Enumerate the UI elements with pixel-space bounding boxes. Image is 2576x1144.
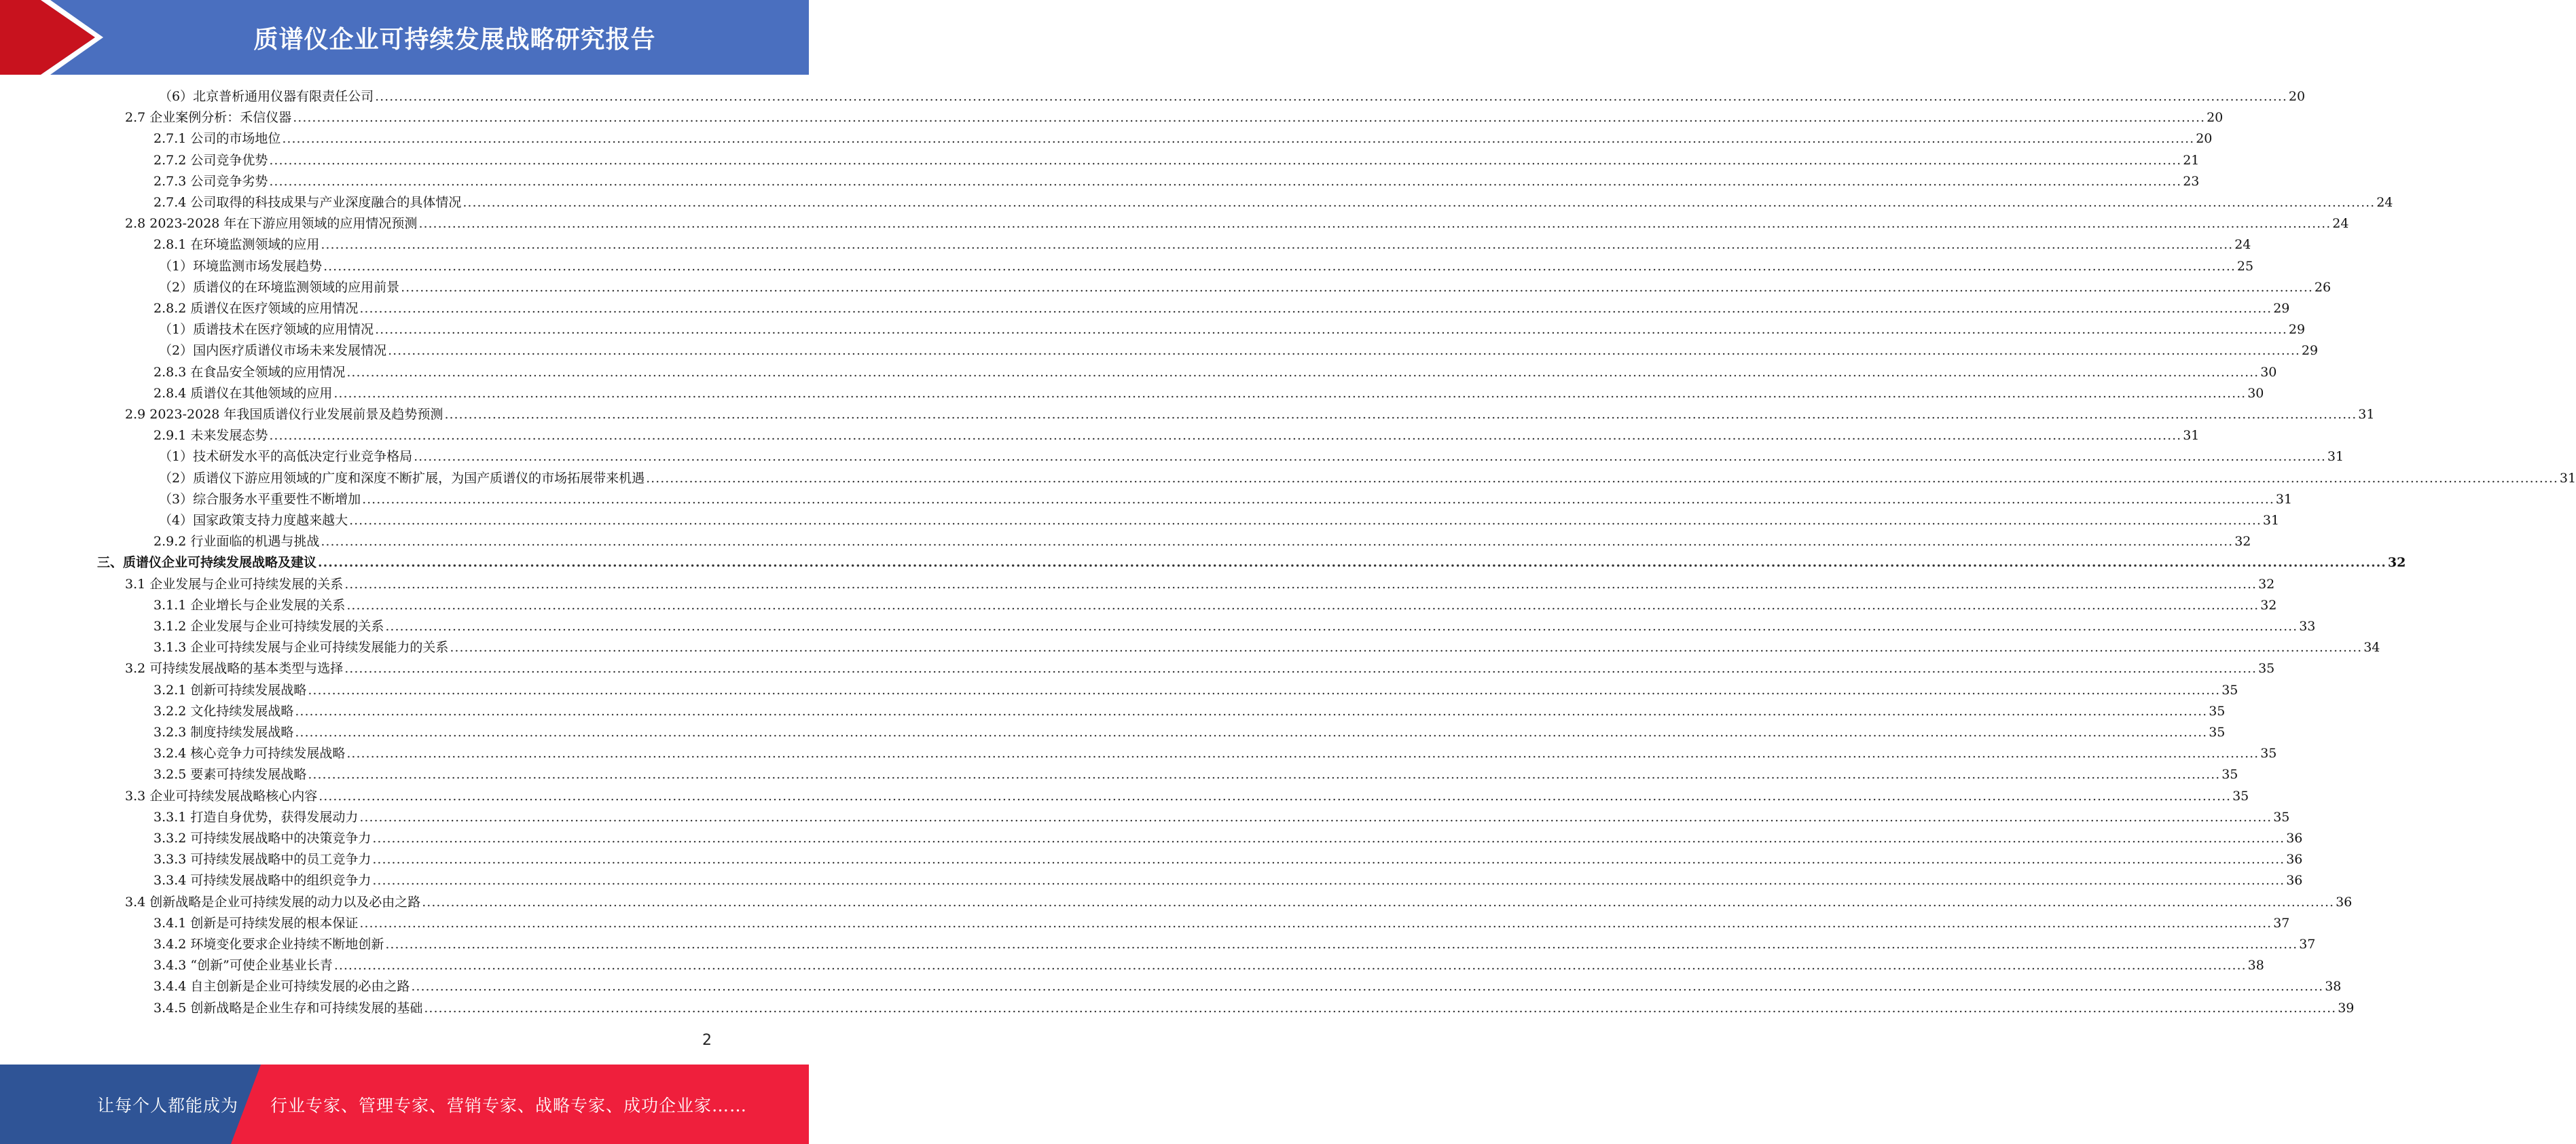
toc-entry[interactable]: [125, 658, 2275, 679]
footer-slogan-left: 让每个人都能成为: [97, 1095, 239, 1115]
toc-entry-page: 24: [2332, 216, 2349, 232]
toc-entry[interactable]: [153, 722, 2226, 743]
toc-entry[interactable]: [159, 86, 2306, 107]
toc-entry[interactable]: [153, 531, 2251, 552]
toc-entry-page: 24: [2234, 237, 2251, 253]
toc-entry-page: 36: [2286, 852, 2303, 868]
toc-entry[interactable]: [153, 849, 2303, 870]
toc-dot-leader: ................................................................................................................................................................................................................................................................................................................................................................................................................: [372, 873, 2285, 889]
toc-entry-page: 35: [2221, 682, 2238, 698]
toc-dot-leader: ................................................................................................................................................................................................................................................................................................................................................................................................................: [359, 301, 2272, 316]
toc-entry-title: 2.7.3 公司竞争劣势: [153, 173, 268, 189]
toc-entry[interactable]: [153, 383, 2264, 404]
toc-entry-title: （6）北京普析通用仪器有限责任公司: [159, 89, 374, 104]
toc-dot-leader: ................................................................................................................................................................................................................................................................................................................................................................................................................: [295, 725, 2208, 740]
toc-entry-title: 2.7.1 公司的市场地位: [153, 131, 281, 147]
toc-entry[interactable]: [153, 680, 2238, 701]
toc-entry-page: 35: [2273, 809, 2290, 825]
header-title: 质谱仪企业可持续发展战略研究报告: [253, 25, 656, 54]
toc-dot-leader: ................................................................................................................................................................................................................................................................................................................................................................................................................: [269, 428, 2182, 444]
toc-dot-leader: ................................................................................................................................................................................................................................................................................................................................................................................................................: [344, 576, 2257, 592]
toc-entry-page: 35: [2260, 746, 2277, 762]
toc-dot-leader: ................................................................................................................................................................................................................................................................................................................................................................................................................: [450, 640, 2363, 656]
toc-dot-leader: ................................................................................................................................................................................................................................................................................................................................................................................................................: [349, 513, 2262, 528]
toc-entry-page: 31: [2262, 513, 2280, 528]
toc-entry[interactable]: [153, 998, 2355, 1019]
toc-entry[interactable]: [153, 234, 2251, 255]
toc-entry-page: 37: [2273, 915, 2290, 931]
toc-entry-page: 30: [2247, 385, 2264, 401]
toc-entry-title: 3.3.4 可持续发展战略中的组织竞争力: [153, 873, 371, 889]
toc-entry[interactable]: [159, 319, 2306, 340]
toc-dot-leader: ................................................................................................................................................................................................................................................................................................................................................................................................................: [418, 216, 2332, 232]
toc-entry[interactable]: [153, 637, 2380, 658]
toc-entry-page: 31: [2358, 407, 2375, 422]
toc-dot-leader: ................................................................................................................................................................................................................................................................................................................................................................................................................: [401, 279, 2313, 295]
toc-entry-title: 2.8 2023-2028 年在下游应用领域的应用情况预测: [125, 216, 418, 232]
toc-entry[interactable]: [153, 616, 2316, 637]
page-number: 2: [702, 1032, 712, 1049]
toc-entry-page: 35: [2209, 725, 2226, 740]
toc-entry[interactable]: [153, 807, 2290, 828]
page-header: [0, 0, 809, 75]
toc-entry[interactable]: [153, 192, 2393, 213]
toc-entry-page: 32: [2260, 597, 2277, 613]
toc-entry-title: 3.3.2 可持续发展战略中的决策竞争力: [153, 831, 371, 846]
toc-entry[interactable]: [159, 277, 2332, 298]
toc-entry[interactable]: [159, 489, 2293, 510]
toc-entry-title: 三、质谱仪企业可持续发展战略及建议: [97, 555, 317, 571]
toc-entry-page: 29: [2273, 301, 2290, 316]
toc-entry-title: 3.4.5 创新战略是企业生存和可持续发展的基础: [153, 1000, 423, 1016]
toc-entry-title: 3.4.4 自主创新是企业可持续发展的必由之路: [153, 979, 410, 995]
toc-dot-leader: ................................................................................................................................................................................................................................................................................................................................................................................................................: [359, 809, 2272, 825]
toc-entry-page: 36: [2336, 894, 2353, 910]
toc-entry-title: （3）综合服务水平重要性不断增加: [159, 491, 361, 507]
toc-entry[interactable]: [153, 743, 2277, 764]
toc-dot-leader: ................................................................................................................................................................................................................................................................................................................................................................................................................: [344, 661, 2257, 677]
toc-entry-title: 2.7.4 公司取得的科技成果与产业深度融合的具体情况: [153, 195, 462, 210]
toc-dot-leader: ................................................................................................................................................................................................................................................................................................................................................................................................................: [388, 343, 2300, 359]
toc-entry-title: 2.8.3 在食品安全领域的应用情况: [153, 364, 346, 380]
toc-entry-title: 3.2.3 制度持续发展战略: [153, 725, 294, 740]
toc-entry[interactable]: [153, 764, 2238, 785]
toc-entry-title: 3.4.1 创新是可持续发展的根本保证: [153, 915, 359, 931]
toc-entry[interactable]: [153, 913, 2290, 934]
toc-entry-page: 21: [2183, 152, 2200, 168]
toc-entry[interactable]: [125, 213, 2349, 234]
toc-dot-leader: ................................................................................................................................................................................................................................................................................................................................................................................................................: [385, 619, 2298, 634]
toc-dot-leader: ................................................................................................................................................................................................................................................................................................................................................................................................................: [346, 364, 2260, 380]
header-chevron-graphic: [0, 0, 109, 75]
toc-entry[interactable]: [125, 892, 2353, 913]
toc-entry-title: （1）质谱技术在医疗领域的应用情况: [159, 322, 374, 338]
toc-entry-title: （1）环境监测市场发展趋势: [159, 258, 323, 274]
toc-entry[interactable]: [153, 298, 2290, 319]
toc-entry-page: 26: [2314, 279, 2332, 295]
toc-entry[interactable]: [159, 256, 2254, 277]
toc-entry-page: 32: [2234, 534, 2251, 550]
toc-entry-title: 3.3.1 打造自身优势，获得发展动力: [153, 809, 359, 825]
toc-entry-title: 3.4.2 环境变化要求企业持续不断地创新: [153, 937, 384, 952]
toc-entry[interactable]: [153, 595, 2277, 616]
toc-entry[interactable]: [125, 404, 2375, 425]
toc-entry-page: 31: [2183, 428, 2200, 444]
toc-entry-title: 2.9 2023-2028 年我国质谱仪行业发展前景及趋势预测: [125, 407, 443, 422]
toc-entry[interactable]: [125, 107, 2224, 128]
toc-entry[interactable]: [153, 976, 2342, 997]
toc-entry-title: （1）技术研发水平的高低决定行业竞争格局: [159, 449, 413, 465]
toc-entry-title: 3.2.1 创新可持续发展战略: [153, 682, 307, 698]
toc-entry-page: 25: [2236, 258, 2254, 274]
toc-entry-page: 35: [2209, 703, 2226, 719]
toc-dot-leader: ................................................................................................................................................................................................................................................................................................................................................................................................................: [375, 89, 2287, 104]
toc-entry[interactable]: [153, 425, 2200, 446]
toc-dot-leader: ................................................................................................................................................................................................................................................................................................................................................................................................................: [646, 470, 2558, 486]
toc-dot-leader: ................................................................................................................................................................................................................................................................................................................................................................................................................: [318, 555, 2387, 571]
toc-entry-page: 37: [2299, 937, 2316, 952]
toc-entry-page: 34: [2363, 640, 2380, 656]
toc-entry[interactable]: [125, 786, 2249, 807]
toc-entry-page: 24: [2376, 195, 2393, 210]
toc-entry-page: 20: [2196, 131, 2213, 147]
toc-entry[interactable]: [125, 574, 2275, 595]
toc-entry-title: 3.4 创新战略是企业可持续发展的动力以及必由之路: [125, 894, 421, 910]
toc-entry[interactable]: [153, 362, 2277, 383]
toc-entry-page: 35: [2221, 767, 2238, 783]
toc-dot-leader: ................................................................................................................................................................................................................................................................................................................................................................................................................: [372, 852, 2285, 868]
toc-entry-page: 23: [2183, 173, 2200, 189]
toc-entry-title: 2.7 企业案例分析：禾信仪器: [125, 110, 292, 126]
toc-entry-title: 3.2.2 文化持续发展战略: [153, 703, 294, 719]
toc-dot-leader: ................................................................................................................................................................................................................................................................................................................................................................................................................: [282, 131, 2195, 147]
toc-entry-title: 3.2.5 要素可持续发展战略: [153, 767, 307, 783]
toc-entry-title: 2.8.1 在环境监测领域的应用: [153, 237, 320, 253]
toc-entry-page: 32: [2387, 555, 2406, 571]
toc-dot-leader: ................................................................................................................................................................................................................................................................................................................................................................................................................: [346, 746, 2260, 762]
toc-dot-leader: ................................................................................................................................................................................................................................................................................................................................................................................................................: [308, 767, 2221, 783]
toc-dot-leader: ................................................................................................................................................................................................................................................................................................................................................................................................................: [293, 110, 2206, 126]
toc-dot-leader: ................................................................................................................................................................................................................................................................................................................................................................................................................: [372, 831, 2285, 846]
toc-dot-leader: ................................................................................................................................................................................................................................................................................................................................................................................................................: [319, 788, 2232, 804]
toc-entry-title: 3.2 可持续发展战略的基本类型与选择: [125, 661, 344, 677]
toc-entry-page: 35: [2232, 788, 2249, 804]
toc-entry-title: 3.3 企业可持续发展战略核心内容: [125, 788, 318, 804]
toc-entry[interactable]: [153, 955, 2264, 976]
toc-entry-page: 38: [2325, 979, 2342, 995]
toc-entry-title: 2.8.4 质谱仪在其他领域的应用: [153, 385, 333, 401]
toc-entry-page: 32: [2258, 576, 2275, 592]
toc-entry-title: 3.1.2 企业发展与企业可持续发展的关系: [153, 619, 384, 634]
toc-entry-title: （2）质谱仪的在环境监测领域的应用前景: [159, 279, 400, 295]
toc-entry-title: （2）质谱仪下游应用领域的广度和深度不断扩展，为国产质谱仪的市场拓展带来机遇: [159, 470, 645, 486]
toc-dot-leader: ................................................................................................................................................................................................................................................................................................................................................................................................................: [414, 449, 2326, 465]
toc-entry-page: 20: [2207, 110, 2224, 126]
toc-entry-page: 33: [2299, 619, 2316, 634]
toc-entry-title: 3.1.1 企业增长与企业发展的关系: [153, 597, 346, 613]
toc-dot-leader: ................................................................................................................................................................................................................................................................................................................................................................................................................: [411, 979, 2324, 995]
toc-entry-page: 31: [2275, 491, 2293, 507]
toc-dot-leader: ................................................................................................................................................................................................................................................................................................................................................................................................................: [321, 237, 2234, 253]
toc-entry[interactable]: [153, 128, 2213, 149]
toc-dot-leader: ................................................................................................................................................................................................................................................................................................................................................................................................................: [269, 152, 2182, 168]
toc-entry-title: 2.7.2 公司竞争优势: [153, 152, 268, 168]
toc-dot-leader: ................................................................................................................................................................................................................................................................................................................................................................................................................: [323, 258, 2236, 274]
toc-dot-leader: ................................................................................................................................................................................................................................................................................................................................................................................................................: [333, 385, 2247, 401]
toc-entry-page: 20: [2288, 89, 2306, 104]
toc-entry[interactable]: [159, 340, 2319, 361]
toc-entry-title: 3.1 企业发展与企业可持续发展的关系: [125, 576, 344, 592]
toc-entry[interactable]: [159, 510, 2280, 531]
toc-dot-leader: ................................................................................................................................................................................................................................................................................................................................................................................................................: [269, 173, 2182, 189]
toc-entry[interactable]: [159, 446, 2344, 467]
toc-dot-leader: ................................................................................................................................................................................................................................................................................................................................................................................................................: [385, 937, 2298, 952]
toc-entry-page: 38: [2247, 958, 2264, 973]
toc-dot-leader: ................................................................................................................................................................................................................................................................................................................................................................................................................: [308, 682, 2221, 698]
toc-dot-leader: ................................................................................................................................................................................................................................................................................................................................................................................................................: [424, 1000, 2337, 1016]
toc-entry[interactable]: [153, 150, 2200, 171]
toc-entry-page: 36: [2286, 831, 2303, 846]
toc-entry-title: （2）国内医疗质谱仪市场未来发展情况: [159, 343, 387, 359]
toc-entry[interactable]: [153, 934, 2316, 955]
toc-dot-leader: ................................................................................................................................................................................................................................................................................................................................................................................................................: [362, 491, 2274, 507]
toc-entry[interactable]: [153, 828, 2303, 849]
toc-dot-leader: ................................................................................................................................................................................................................................................................................................................................................................................................................: [295, 703, 2208, 719]
footer-slogan-right: 行业专家、管理专家、营销专家、战略专家、成功企业家……: [270, 1095, 748, 1115]
toc-entry-page: 36: [2286, 873, 2303, 889]
toc-entry[interactable]: [97, 552, 2406, 573]
toc-entry-page: 35: [2258, 661, 2275, 677]
toc-entry-title: 3.1.3 企业可持续发展与企业可持续发展能力的关系: [153, 640, 449, 656]
toc-entry-page: 31: [2559, 470, 2576, 486]
toc-entry[interactable]: [153, 870, 2303, 891]
toc-dot-leader: ................................................................................................................................................................................................................................................................................................................................................................................................................: [321, 534, 2234, 550]
toc-entry[interactable]: [153, 701, 2226, 722]
toc-entry-title: 2.9.1 未来发展态势: [153, 428, 268, 444]
toc-entry-title: 2.8.2 质谱仪在医疗领域的应用情况: [153, 301, 359, 316]
toc-entry[interactable]: [159, 468, 2576, 489]
toc-entry-page: 30: [2260, 364, 2277, 380]
toc-entry-title: 2.9.2 行业面临的机遇与挑战: [153, 534, 320, 550]
toc-entry-title: 3.3.3 可持续发展战略中的员工竞争力: [153, 852, 371, 868]
page-footer: [0, 1065, 809, 1144]
toc-dot-leader: ................................................................................................................................................................................................................................................................................................................................................................................................................: [375, 322, 2287, 338]
toc-entry-title: （4）国家政策支持力度越来越大: [159, 513, 348, 528]
toc-dot-leader: ................................................................................................................................................................................................................................................................................................................................................................................................................: [462, 195, 2376, 210]
toc-dot-leader: ................................................................................................................................................................................................................................................................................................................................................................................................................: [333, 958, 2247, 973]
toc-entry-page: 39: [2338, 1000, 2355, 1016]
toc-entry-page: 31: [2327, 449, 2344, 465]
toc-dot-leader: ................................................................................................................................................................................................................................................................................................................................................................................................................: [346, 597, 2260, 613]
toc-dot-leader: ................................................................................................................................................................................................................................................................................................................................................................................................................: [359, 915, 2272, 931]
toc-dot-leader: ................................................................................................................................................................................................................................................................................................................................................................................................................: [422, 894, 2335, 910]
toc-entry-title: 3.2.4 核心竞争力可持续发展战略: [153, 746, 346, 762]
toc-entry-page: 29: [2288, 322, 2306, 338]
toc-entry-title: 3.4.3 “创新”可使企业基业长青: [153, 958, 333, 973]
toc-entry-page: 29: [2301, 343, 2319, 359]
toc-dot-leader: ................................................................................................................................................................................................................................................................................................................................................................................................................: [444, 407, 2357, 422]
toc-entry[interactable]: [153, 171, 2200, 192]
